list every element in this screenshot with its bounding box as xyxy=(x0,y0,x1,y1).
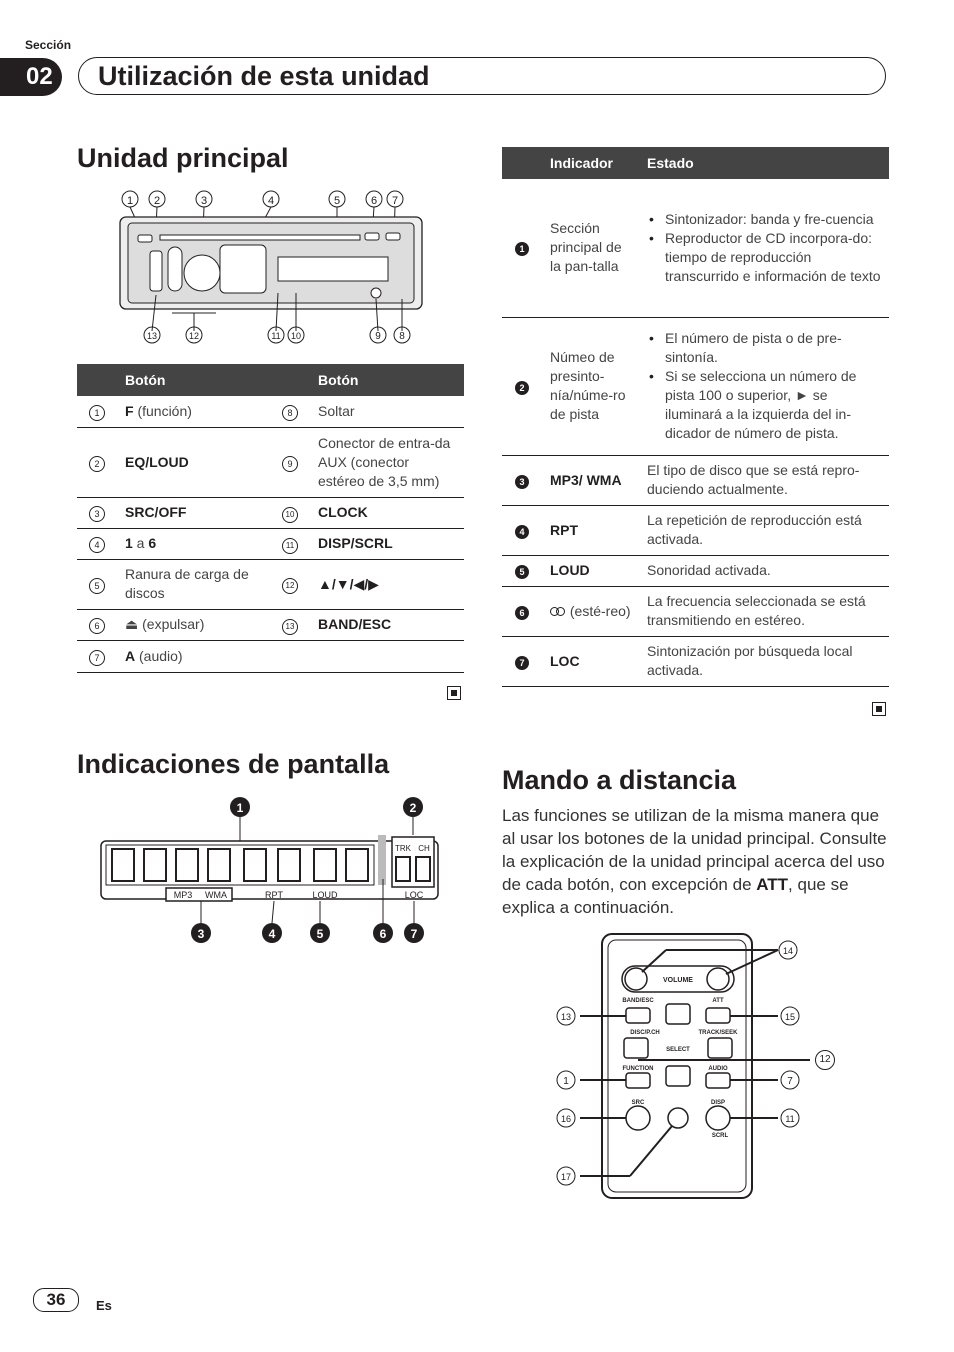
disc-label: DISC/P.CH xyxy=(630,1030,660,1036)
display-callout-4: 4 xyxy=(268,927,276,941)
language-code: Es xyxy=(96,1298,112,1313)
remote-callout-17: 17 xyxy=(560,1172,572,1182)
indicator-header: Indicador xyxy=(542,147,639,179)
display-callout-2: 2 xyxy=(409,801,417,815)
select-label: SELECT xyxy=(666,1047,690,1053)
src-label: SRC xyxy=(631,1100,645,1106)
display-callout-1: 1 xyxy=(236,801,244,815)
callout-bottom-9: 9 xyxy=(375,331,381,342)
remote-callout-13: 13 xyxy=(560,1012,572,1022)
remote-callout-11: 11 xyxy=(785,1114,795,1124)
track-label: TRACK/SEEK xyxy=(698,1030,738,1036)
head-unit-illustration xyxy=(110,185,430,347)
remote-callout-16: 16 xyxy=(560,1114,572,1124)
callout-top-2: 2 xyxy=(153,195,161,207)
ch-label: CH xyxy=(418,844,430,853)
remote-callout-1: 1 xyxy=(563,1076,569,1087)
remote-title: Mando a distancia xyxy=(502,765,737,795)
trk-label: TRK xyxy=(395,844,411,853)
page-number: 36 xyxy=(33,1288,79,1312)
att-label: ATT xyxy=(712,998,724,1004)
remote-callout-14: 14 xyxy=(782,946,794,956)
button-row-1-value-2: Soltar xyxy=(310,396,464,427)
callout-bottom-10: 10 xyxy=(290,331,302,341)
callout-bottom-12: 12 xyxy=(188,331,200,341)
remote-illustration xyxy=(550,930,810,1202)
callout-top-5: 5 xyxy=(333,195,341,207)
display-callout-3: 3 xyxy=(197,927,205,941)
remote-callout-15: 15 xyxy=(784,1012,796,1022)
end-mark-right xyxy=(872,702,886,716)
callout-top-3: 3 xyxy=(200,195,208,207)
remote-callout-7: 7 xyxy=(787,1076,793,1087)
function-label: FUNCTION xyxy=(622,1066,654,1072)
remote-description: Las funciones se utilizan de la misma manera que al usar los botones de la unidad principal. Consulte la explicación de la unidad principal acerca del uso de cada botón, con excepción de ATT, que se explica a continuación. xyxy=(502,806,887,917)
callout-bottom-11: 11 xyxy=(271,331,281,341)
remote-callout-12: 12 xyxy=(815,1050,835,1070)
callout-top-4: 4 xyxy=(267,195,275,207)
callout-bottom-13: 13 xyxy=(146,331,158,341)
display-callout-6: 6 xyxy=(379,927,387,941)
display-callout-5: 5 xyxy=(316,927,324,941)
callout-top-7: 7 xyxy=(391,195,399,207)
mp3-label: MP3 xyxy=(173,890,193,900)
section-title: Utilización de esta unidad xyxy=(98,61,430,91)
loc-label: LOC xyxy=(404,890,424,900)
button-row-2-value-2: Conector de entra-da AUX (conector estéreo de 3,5 mm) xyxy=(310,427,464,497)
main-unit-title: Unidad principal xyxy=(77,143,289,173)
audio-label: AUDIO xyxy=(708,1066,728,1072)
display-callout-7: 7 xyxy=(410,927,418,941)
callout-top-1: 1 xyxy=(126,195,134,207)
button-header-1: Botón xyxy=(117,364,270,396)
section-number: 02 xyxy=(0,58,62,96)
loud-label: LOUD xyxy=(312,890,338,900)
section-label: Sección xyxy=(25,38,72,52)
display-illustration xyxy=(98,795,443,950)
callout-bottom-8: 8 xyxy=(399,331,405,342)
indicator-table: Indicador Estado 1 Sección principal de la pan-talla • Sintonizador: banda y fre-cuencia • Reproductor de CD incorpora-do: tiempo de reproducción transcurrido e información de texto 2 Númeo de presinto-nía/núme-ro de pista • El número de pista o de pre-sintonía. • Si se selecciona un número de pista 100 o superior, ► se iluminará a la izquierda del in-dicador de número de pista. 3 MP3/ WMA El tipo de disco que se está repro-duciendo actualmente. 4 RPT La repetición de reproducción está activada. 5 LOUD Sonoridad activada. 6 (esté-reo) La frecuencia seleccionada se está transmitiendo en estéreo. 7 LOC Sintonización por búsqueda local activada. xyxy=(502,147,889,687)
wma-label: WMA xyxy=(205,890,227,900)
button-table: Botón Botón 1 F (función) 8 Soltar 2 EQ/LOUD 9 Conector de entra-da AUX (conector estéreo de 3,5 mm) 3 SRC/OFF 10 CLOCK 4 1 a 6 11 DISP/SCRL 5 Ranura de carga de discos 12 ▲/▼/◀/▶ 6 ⏏ (expulsar) 13 BAND/ESC 7 A (audio) xyxy=(77,364,464,673)
stereo-icon xyxy=(550,607,566,616)
callout-top-6: 6 xyxy=(370,195,378,207)
scrl-label: SCRL xyxy=(711,1133,729,1139)
end-mark-left xyxy=(447,686,461,700)
volume-label: VOLUME xyxy=(663,977,693,984)
rpt-label: RPT xyxy=(265,890,283,900)
display-title: Indicaciones de pantalla xyxy=(77,749,390,779)
state-header: Estado xyxy=(639,147,889,179)
button-header-2: Botón xyxy=(310,364,464,396)
band-label: BAND/ESC xyxy=(622,998,654,1004)
disp-label: DISP xyxy=(710,1100,726,1106)
